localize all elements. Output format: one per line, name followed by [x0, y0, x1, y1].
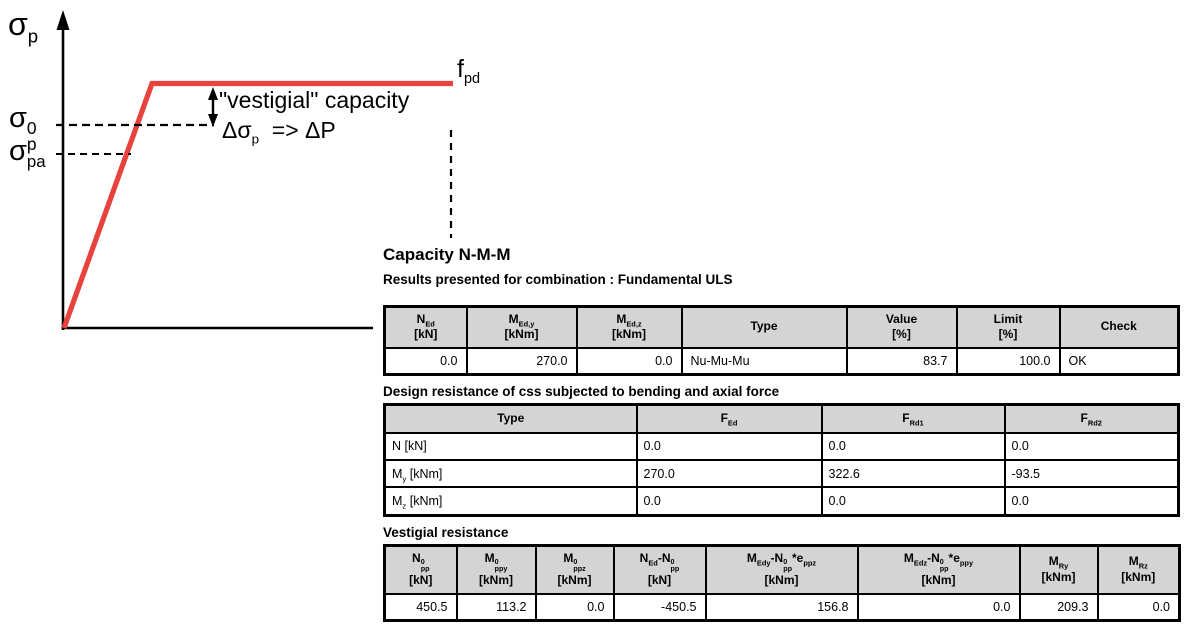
table-cell: $M_y$ [kNm] [385, 460, 637, 487]
table-cell: 270.0 [467, 348, 577, 375]
header-row [385, 405, 1179, 433]
table-row [385, 594, 1180, 621]
results-report [383, 245, 1178, 622]
sigma-p-axis-label: $\sigma_p$ [8, 6, 39, 47]
header-cell: Value [%] [847, 306, 957, 348]
table-row [385, 348, 1179, 375]
header-cell: $M_{Rz}$ [kNm] [1098, 545, 1180, 593]
table-cell: $M_z$ [kNm] [385, 487, 637, 515]
delta-sigma-label: $\Delta\sigma_p => \Delta P$ [222, 117, 336, 147]
header-cell: $M_{Ed,y}$ [kNm] [467, 306, 577, 348]
table-cell: -450.5 [614, 594, 706, 621]
table-cell: N [kN] [385, 433, 637, 460]
table-cell: 0.0 [577, 348, 682, 375]
table-cell: Nu-Mu-Mu [682, 348, 847, 375]
report-subtitle: Results presented for combination : Fundamental ULS [383, 272, 733, 288]
header-cell: $M_{Ed,z}$ [kNm] [577, 306, 682, 348]
table-cell: 209.3 [1020, 594, 1098, 621]
header-cell: Type [385, 405, 637, 433]
header-cell: Limit [%] [957, 306, 1060, 348]
table-row [385, 433, 1179, 460]
header-cell: $M_{Edz}-N$ 0 pp $*e_{ppy}$ [kNm] [858, 545, 1020, 593]
table-cell: 0.0 [536, 594, 614, 621]
capacity-table [383, 305, 1180, 376]
header-cell: N 0 pp [kN] [385, 545, 457, 593]
f-pd-label: $f_{pd}$ [457, 55, 481, 87]
table-cell: 0.0 [637, 433, 822, 460]
header-cell: $N_{Ed}-N$ 0 pp [kN] [614, 545, 706, 593]
table-cell: OK [1060, 348, 1179, 375]
vestigial-capacity-arrow-icon [208, 87, 218, 127]
table-cell: 0.0 [1005, 433, 1179, 460]
header-cell: Check [1060, 306, 1179, 348]
table-cell: 450.5 [385, 594, 457, 621]
table-row [385, 487, 1179, 515]
y-axis-arrowhead-icon [57, 10, 70, 30]
table-cell: 0.0 [858, 594, 1020, 621]
sigma-p0-label: σ 0 p [9, 102, 37, 155]
vestigial-capacity-label: "vestigial" capacity [219, 87, 410, 113]
header-row [385, 545, 1180, 593]
table-cell: -93.5 [1005, 460, 1179, 487]
table-row [385, 460, 1179, 487]
table-cell: 0.0 [822, 433, 1005, 460]
design-resistance-heading: Design resistance of css subjected to bending and axial force [383, 384, 780, 400]
design-resistance-table [383, 403, 1180, 516]
header-cell: M 0 ppy [kNm] [457, 545, 536, 593]
header-cell: $N_{Ed}$ [kN] [385, 306, 467, 348]
table-cell: 270.0 [637, 460, 822, 487]
table-cell: 0.0 [385, 348, 467, 375]
table-cell: 322.6 [822, 460, 1005, 487]
header-cell: $F_{Rd2}$ [1005, 405, 1179, 433]
table-cell: 113.2 [457, 594, 536, 621]
header-cell: $M_{Ry}$ [kNm] [1020, 545, 1098, 593]
sigma-pa-label: $\sigma_{pa}$ [9, 135, 46, 171]
table-cell: 100.0 [957, 348, 1060, 375]
table-cell: 0.0 [1005, 487, 1179, 515]
header-row [385, 306, 1179, 348]
table-cell: 0.0 [637, 487, 822, 515]
table-cell: 156.8 [706, 594, 858, 621]
header-cell: Type [682, 306, 847, 348]
vestigial-resistance-table [383, 544, 1181, 622]
header-cell: $F_{Rd1}$ [822, 405, 1005, 433]
vestigial-resistance-heading: Vestigial resistance [383, 524, 509, 540]
table-cell: 83.7 [847, 348, 957, 375]
header-cell: $M_{Edy}-N$ 0 pp $*e_{ppz}$ [kNm] [706, 545, 858, 593]
table-cell: 0.0 [1098, 594, 1180, 621]
header-cell: M 0 ppz [kNm] [536, 545, 614, 593]
table-cell: 0.0 [822, 487, 1005, 515]
header-cell: $F_{Ed}$ [637, 405, 822, 433]
report-title: Capacity N-M-M [383, 245, 511, 264]
